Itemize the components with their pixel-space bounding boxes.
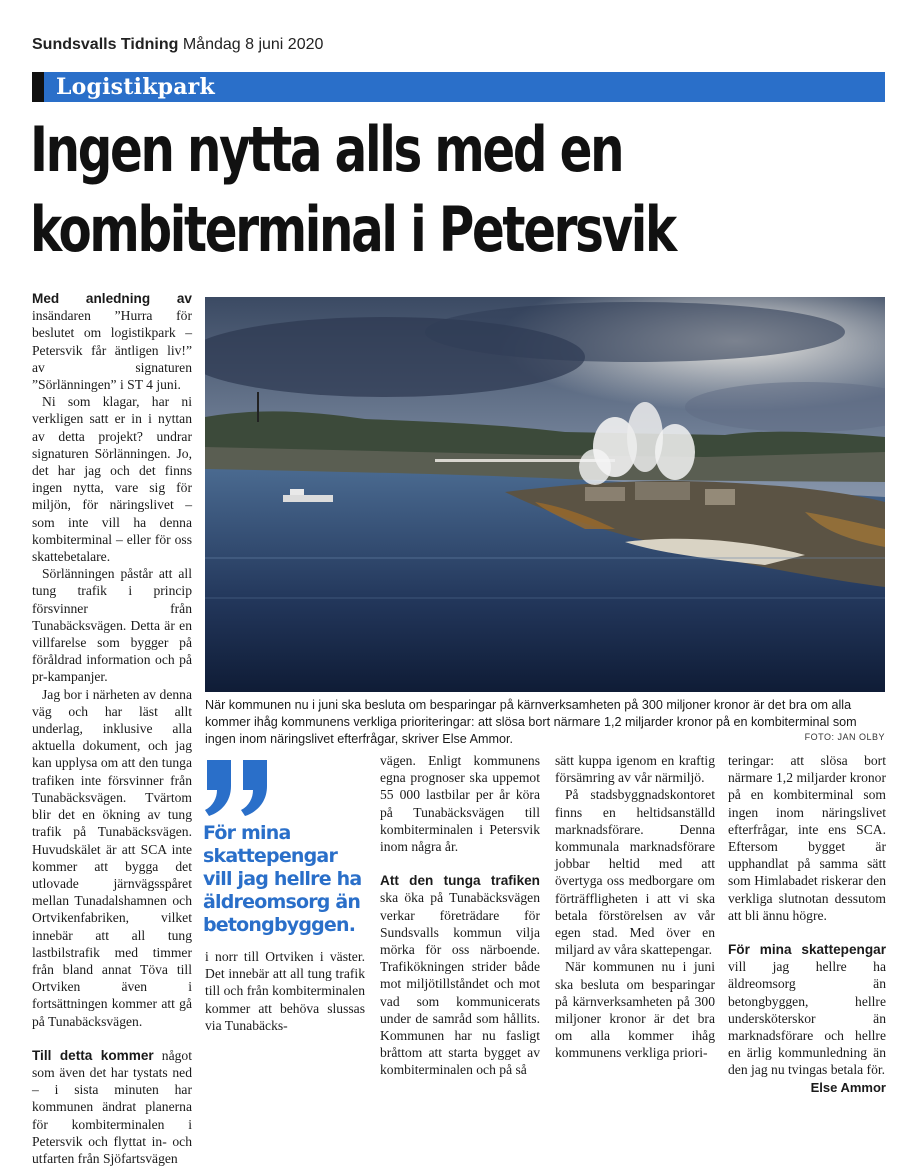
photo-credit: FOTO: JAN OLBY <box>804 732 885 742</box>
lead-in: Med anledning av <box>32 291 192 306</box>
quote-icon <box>203 760 273 818</box>
paragraph: Sörlänningen påstår att all tung trafik i princip försvinner från Tunabäcksvägen. Detta är en villfarelse som bygger på föråldrad information och på pr-kampanjer. <box>32 566 192 685</box>
paragraph: vägen. Enligt kommunens egna prognoser ska uppemot 55 000 lastbilar per år köra på Tunabäcksvägen till kombiterminalen i Petersvik inom några år. <box>380 753 540 855</box>
paragraph: Jag bor i närheten av denna väg och har läst allt underlag, inklusive alla aktuella dokument, och jag kan upplysa om att den tunga trafiken inte försvinner från Tunabäcksvägen. Tvärtom blir det en ökning av tung trafik på Tunabäcksvägen. Huvudskälet är att SCA inte kommer att bygga det utlovade järnvägsspåret mellan Tunadalshamnen och Ortvikenfabriken, vilket innebär att all tung lastbilstrafik med timmer från bland annat Töva till Ortviken även i fortsättningen kommer att gå på Tunabäcksvägen. <box>32 686 192 1029</box>
paragraph: vill jag hellre ha äldreomsorg än betongbyggen, hellre undersköterskor än marknadsförare och hellre en ärlig kommunledning än den jag nu tvingas betala för. <box>728 959 886 1078</box>
harbor-aerial-photo <box>205 297 885 692</box>
article-photo <box>205 297 885 692</box>
paragraph: i norr till Ortviken i väster. Det innebär att all tung trafik till och från kombiterminalen kommer att behöva slussas via Tunabäcks- <box>205 949 365 1033</box>
column-2 <box>205 948 365 1034</box>
paragraph: insändaren ”Hurra för beslutet om logistikpark – Petersvik får äntligen liv!” av signaturen ”Sörlänningen” i ST 4 juni. <box>32 308 192 393</box>
kicker-bar <box>32 72 44 102</box>
pull-quote <box>203 760 368 937</box>
paragraph: teringar: att slösa bort närmare 1,2 miljarder kronor på en kombiterminal som ingen inom näringslivet efterfrågar, inte ens SCA. Eftersom bygget är upphandlat på samma sätt som Himlabadet riskerar den verkliga slutnotan dessutom att bli ännu högre. <box>728 753 886 923</box>
paragraph: sätt kuppa igenom en kraftig försämring av vår närmiljö. <box>555 753 715 786</box>
lead-in: Att den tunga trafiken <box>380 873 540 889</box>
paragraph: På stadsbyggnadskontoret finns en heltidsanställd marknadsförare. Denna kommunala marknadsförare jobbar heltid med att övertyga oss medborgare om förträffligheten i att vi ska betala förstörelsen av vår egen stad. Med över en miljard av våra skattepengar. <box>555 787 715 958</box>
pull-quote-text: För mina skattepengar vill jag hellre ha äldreomsorg än betongbyggen. <box>203 822 362 936</box>
issue-date: Måndag 8 juni 2020 <box>182 36 324 53</box>
paragraph: När kommunen nu i juni ska besluta om besparingar på kärnverksamheten på 300 miljoner kronor är det bra om alla kommer ihåg kommunens verkliga priori- <box>555 959 715 1061</box>
paragraph: något som även det har tystats ned – i sista minuten har kommunen ändrat planerna för kombiterminalen i Petersvik och flyttat in- och utfarten från Sjöfartsvägen <box>32 1047 192 1166</box>
column-4 <box>555 752 715 1062</box>
section-kicker <box>32 72 885 102</box>
headline <box>30 110 888 270</box>
kicker-label: Logistikpark <box>56 74 215 100</box>
column-1 <box>32 290 192 1167</box>
photo-caption: När kommunen nu i juni ska besluta om besparingar på kärnverksamheten på 300 miljoner kronor är det bra om alla kommer ihåg kommunens verkliga prioriteringar: att slösa bort närmare 1,2 miljarder kronor på en kombiterminal som ingen inom näringslivet efterfrågar, skriver Else Ammor. <box>205 698 857 746</box>
paper-name: Sundsvalls Tidning <box>32 36 179 53</box>
column-3 <box>380 752 540 1079</box>
paragraph: ska öka på Tunabäcksvägen verkar företrädare för Sundsvalls kommun vilja mörka för oss närboende. Trafikökningen strider både mot miljötillståndet och mot vad som kommunicerats under de samråd som hållits. Kommunen har nu fasligt bråttom att starta bygget av kombiterminalen och på så <box>380 890 540 1078</box>
lead-in: Till detta kommer <box>32 1047 154 1063</box>
headline-line-2: kombiterminal i Petersvik <box>30 193 675 266</box>
masthead <box>32 36 323 58</box>
headline-line-1: Ingen nytta alls med en <box>30 113 623 186</box>
author-signature: Else Ammor <box>810 1079 886 1095</box>
column-5 <box>728 752 886 1096</box>
lead-in: För mina skattepengar <box>728 942 886 958</box>
paragraph: Ni som klagar, har ni verkligen satt er in i nyttan av detta projekt? undrar signaturen Sörlänningen. Jo, det har jag och det finns ingen nytta, vare sig för miljön, för näringslivet – som inte vill ha denna kombiterminal – eller för oss skattebetalare. <box>32 394 192 565</box>
